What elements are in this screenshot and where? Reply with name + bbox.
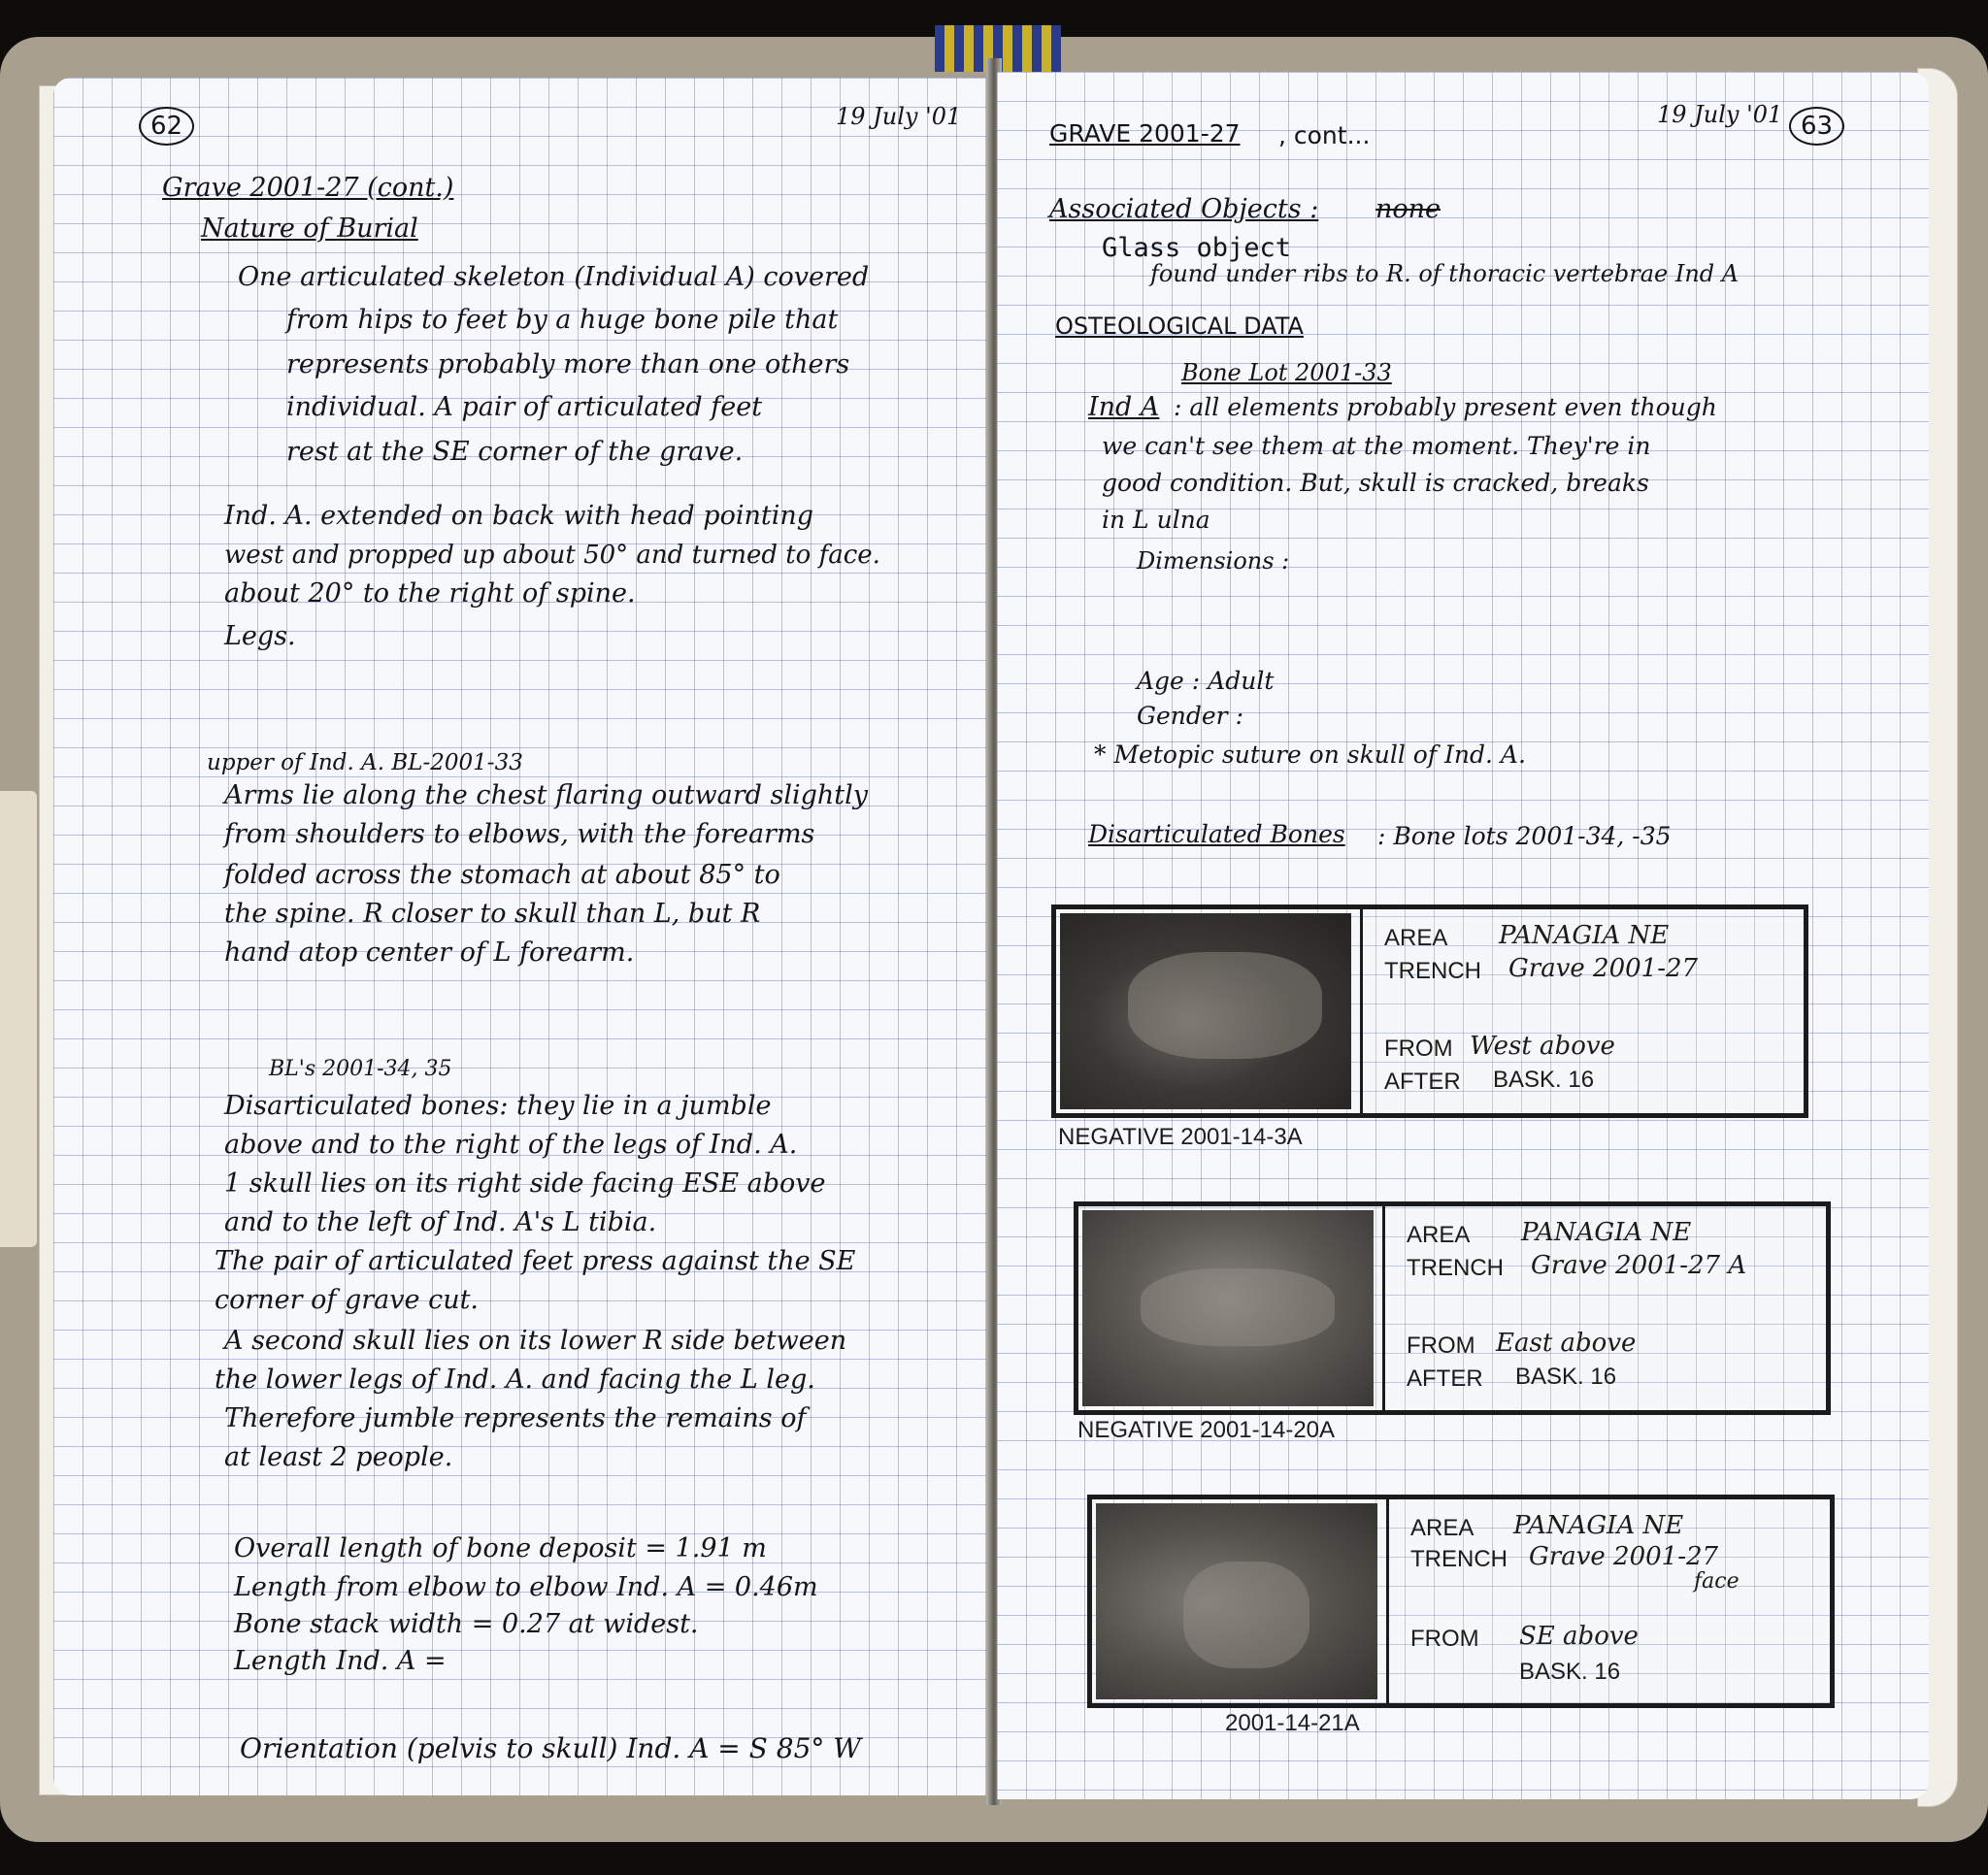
bone-lot: Bone Lot 2001-33 — [1181, 359, 1392, 386]
associated-objects-struck: none — [1375, 194, 1441, 224]
elastic-band — [0, 791, 37, 1247]
after-label: AFTER — [1407, 1365, 1483, 1392]
position-line: west and propped up about 50° and turned to face. — [224, 541, 880, 570]
area-label: AREA — [1410, 1515, 1474, 1541]
section-heading: GRAVE 2001-27 — [1049, 119, 1241, 148]
left-page — [53, 78, 991, 1795]
photo-grave-west — [1060, 913, 1351, 1109]
photo-stamp-1 — [1051, 905, 1808, 1118]
section-heading: Grave 2001-27 (cont.) — [162, 173, 454, 203]
area-value: PANAGIA NE — [1513, 1511, 1684, 1540]
bone-lot-note: BL's 2001-34, 35 — [269, 1057, 452, 1081]
basket-value: BASK. 16 — [1519, 1659, 1621, 1685]
trench-label: TRENCH — [1384, 958, 1481, 984]
stamp-divider — [1386, 1499, 1389, 1703]
negative-number: NEGATIVE 2001-14-3A — [1058, 1124, 1303, 1150]
arms-line: folded across the stomach at about 85° to — [224, 860, 780, 890]
stamp-divider — [1360, 909, 1363, 1113]
photo-stamp-3 — [1087, 1495, 1835, 1708]
arms-line: from shoulders to elbows, with the forearms — [224, 819, 815, 849]
disarticulated-line: at least 2 people. — [224, 1442, 453, 1472]
disarticulated-line: above and to the right of the legs of Ind. A. — [224, 1130, 798, 1160]
basket-value: BASK. 16 — [1515, 1364, 1617, 1390]
measurement-line: Length from elbow to elbow Ind. A = 0.46m — [234, 1572, 818, 1602]
disarticulated-line: The pair of articulated feet press against the SE — [215, 1246, 856, 1276]
arms-note: upper of Ind. A. BL-2001-33 — [207, 750, 523, 775]
page-number: 62 — [139, 107, 194, 146]
negative-number: NEGATIVE 2001-14-20A — [1077, 1417, 1336, 1443]
associated-object-item: Glass object — [1102, 233, 1292, 263]
disarticulated-value: : Bone lots 2001-34, -35 — [1377, 822, 1672, 850]
measurement-line: Bone stack width = 0.27 at widest. — [234, 1609, 699, 1639]
skull-and-bones — [1183, 1562, 1309, 1668]
from-label: FROM — [1410, 1626, 1479, 1652]
photo-stamp-2 — [1074, 1201, 1831, 1415]
ind-a-line: we can't see them at the moment. They're in — [1102, 432, 1651, 460]
from-label: FROM — [1407, 1332, 1475, 1359]
trench-value: Grave 2001-27 — [1508, 954, 1699, 983]
trench-extra: face — [1694, 1569, 1740, 1594]
heading-suffix: , cont... — [1278, 121, 1371, 149]
burial-line: rest at the SE corner of the grave. — [286, 437, 744, 467]
burial-line: represents probably more than one others — [286, 349, 850, 379]
from-label: FROM — [1384, 1036, 1453, 1062]
disarticulated-line: Disarticulated bones: they lie in a jumble — [224, 1091, 772, 1121]
disarticulated-line: 1 skull lies on its right side facing ESE above — [224, 1168, 826, 1199]
disarticulated-line: the lower legs of Ind. A. and facing the L leg. — [215, 1365, 815, 1395]
position-line: Ind. A. extended on back with head pointing — [224, 501, 814, 531]
disarticulated-title: Disarticulated Bones — [1088, 820, 1345, 848]
page-date: 19 July '01 — [1657, 101, 1783, 128]
disarticulated-line: Therefore jumble represents the remains of — [224, 1403, 807, 1433]
trench-label: TRENCH — [1410, 1546, 1508, 1572]
trench-value: Grave 2001-27 — [1529, 1542, 1719, 1571]
photo-grave-se — [1096, 1503, 1377, 1699]
burial-line: individual. A pair of articulated feet — [286, 392, 763, 422]
metopic-note: * Metopic suture on skull of Ind. A. — [1094, 740, 1526, 769]
bone-pile — [1128, 952, 1322, 1059]
page-number: 63 — [1789, 107, 1844, 146]
orientation-line: Orientation (pelvis to skull) Ind. A = S 85° W — [240, 1732, 862, 1764]
position-line: Legs. — [224, 621, 296, 651]
area-label: AREA — [1384, 925, 1448, 951]
page-date: 19 July '01 — [836, 103, 962, 130]
measurement-line: Overall length of bone deposit = 1.91 m — [234, 1533, 767, 1563]
age-line: Age : Adult — [1137, 667, 1275, 695]
burial-line: One articulated skeleton (Individual A) covered — [238, 262, 870, 292]
disarticulated-line: and to the left of Ind. A's L tibia. — [224, 1207, 657, 1237]
from-value: West above — [1470, 1032, 1615, 1061]
trench-value: Grave 2001-27 A — [1531, 1251, 1747, 1280]
osteological-title: OSTEOLOGICAL DATA — [1055, 312, 1304, 340]
burial-line: from hips to feet by a huge bone pile that — [286, 305, 839, 335]
area-value: PANAGIA NE — [1521, 1218, 1692, 1247]
area-value: PANAGIA NE — [1499, 921, 1670, 950]
arms-line: Arms lie along the chest flaring outward slightly — [224, 780, 869, 810]
ind-a-line: good condition. But, skull is cracked, breaks — [1102, 469, 1649, 497]
photo-grave-east — [1082, 1210, 1374, 1406]
stamp-divider — [1382, 1206, 1385, 1410]
gender-line: Gender : — [1137, 702, 1243, 730]
ind-a-line: : all elements probably present even though — [1174, 393, 1717, 421]
position-line: about 20° to the right of spine. — [224, 578, 636, 609]
section-subheading: Nature of Burial — [201, 214, 418, 244]
from-value: SE above — [1519, 1622, 1639, 1651]
area-label: AREA — [1407, 1222, 1471, 1248]
dimensions-label: Dimensions : — [1137, 547, 1290, 575]
arms-line: hand atop center of L forearm. — [224, 938, 635, 968]
basket-value: BASK. 16 — [1493, 1067, 1595, 1093]
negative-number: 2001-14-21A — [1225, 1710, 1360, 1736]
associated-object-detail: found under ribs to R. of thoracic vertebrae Ind A — [1150, 260, 1740, 287]
disarticulated-line: corner of grave cut. — [215, 1285, 480, 1315]
from-value: East above — [1496, 1329, 1637, 1358]
trench-label: TRENCH — [1407, 1255, 1504, 1281]
associated-objects-title: Associated Objects : — [1049, 194, 1319, 224]
arms-line: the spine. R closer to skull than L, but R — [224, 899, 761, 929]
disarticulated-line: A second skull lies on its lower R side between — [224, 1326, 847, 1356]
skeleton — [1141, 1268, 1335, 1346]
after-label: AFTER — [1384, 1069, 1461, 1095]
ind-a-label: Ind A — [1088, 392, 1160, 422]
measurement-line: Length Ind. A = — [234, 1646, 447, 1676]
ind-a-line: in L ulna — [1102, 506, 1210, 534]
